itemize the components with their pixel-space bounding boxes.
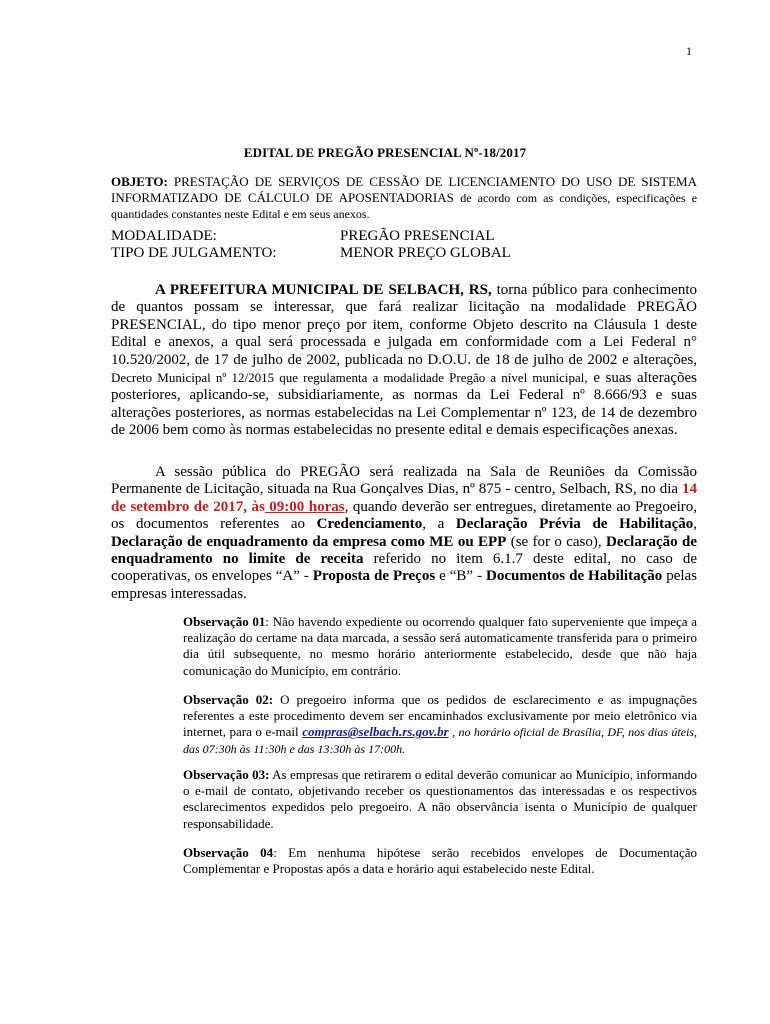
session-time: 09:00 horas — [264, 498, 345, 515]
session-date: 14 de setembro de 2017, às — [111, 481, 698, 515]
observacao-04: Observação 04: Em nenhuma hipótese serão recebidos envelopes de Documentação Complementar e Propostas após a data e horário aqui estabelecido neste Edital. — [183, 845, 698, 877]
objeto-text-upper: PRESTAÇÃO DE SERVIÇOS DE CESSÃO DE LICENCIAMENTO DO USO DE SISTEMA INFORMATIZADO DE CÁLCULO DE APOSENTADORIAS — [111, 174, 697, 205]
prefeitura-name: A PREFEITURA MUNICIPAL DE SELBACH, RS, — [155, 282, 492, 298]
observacao-03: Observação 03: As empresas que retirarem o edital deverão comunicar ao Município, informando o e-mail de contato, objetivando receber os questionamentos das interessadas e os respectivos esclarecimentos expedidos pelo pregoeiro. A não observância isenta o Município de qualquer responsabilidade. — [183, 767, 697, 831]
document-title: EDITAL DE PREGÃO PRESENCIAL Nº-18/2017 — [243, 145, 527, 160]
modalidade-label: MODALIDADE: — [111, 228, 217, 244]
julgamento-value: MENOR PREÇO GLOBAL — [340, 245, 511, 261]
intro-paragraph: A PREFEITURA MUNICIPAL DE SELBACH, RS, torna público para conhecimento de quantos possam se interessar, que fará realizar licitação na modalidade PREGÃO PRESENCIAL, do tipo menor preço por item, conforme Objeto descrito na Cláusula 1 deste Edital e anexos, a qual será processada e julgada em conformidade com a Lei Federal n° 10.520/2002, de 17 de julho de 2002, publicada no D.O.U. de 18 de julho de 2002 e alterações, Decreto Municipal nº 12/2015 que regulamenta a modalidade Pregão a nível municipal, e suas alterações posteriores, aplicando-se, subsidiariamente, as normas da Lei Federal nº 8.666/93 e suas alterações posteriores, as normas estabelecidas na Lei Complementar nº 123, de 14 de dezembro de 2006 bem como às normas estabelecidas no presente edital e demais especificações anexas. — [111, 282, 698, 439]
session-paragraph: A sessão pública do PREGÃO será realizada na Sala de Reuniões da Comissão Permanente de Licitação, situada na Rua Gonçalves Dias, nº 875 - centro, Selbach, RS, no dia 14 de setembro de 2017, às 09:00 horas, quando deverão ser entregues, diretamente ao Pregoeiro, os documentos referentes ao Credenciamento, a Declaração Prévia de Habilitação, Declaração de enquadramento da empresa como ME ou EPP (se for o caso), Declaração de enquadramento no limite de receita referido no item 6.1.7 deste edital, no caso de cooperativas, os envelopes “A” - Proposta de Preços e “B” - Documentos de Habilitação pelas empresas interessadas. — [111, 464, 698, 602]
julgamento-label: TIPO DE JULGAMENTO: — [111, 245, 277, 261]
objeto-section — [111, 174, 697, 222]
observacao-01: Observação 01: Não havendo expediente ou ocorrendo qualquer fato superveniente que impeça a realização do certame na data marcada, a sessão será automaticamente transferida para o primeiro dia útil subsequente, no mesmo horário anteriormente estabelecido, desde que não haja comunicação do Município, em contrário. — [183, 614, 697, 678]
page-number: 1 — [686, 44, 692, 58]
observacao-02: Observação 02: O pregoeiro informa que os pedidos de esclarecimento e as impugnações referentes a este procedimento devem ser encaminhados exclusivamente por meio eletrônico via internet, para o e-mail compras@selbach.rs.gov.br , no horário oficial de Brasília, DF, nos dias úteis, das 07:30h às 11:30h e das 13:30h às 17:00h. — [183, 692, 698, 756]
email-link[interactable]: compras@selbach.rs.gov.br — [302, 724, 449, 740]
objeto-label: OBJETO: — [111, 174, 168, 189]
objeto-text-rest: de acordo com as condições, especificações e quantidades constantes neste Edital e em seus anexos. — [111, 191, 698, 221]
modalidade-value: PREGÃO PRESENCIAL — [340, 228, 495, 244]
